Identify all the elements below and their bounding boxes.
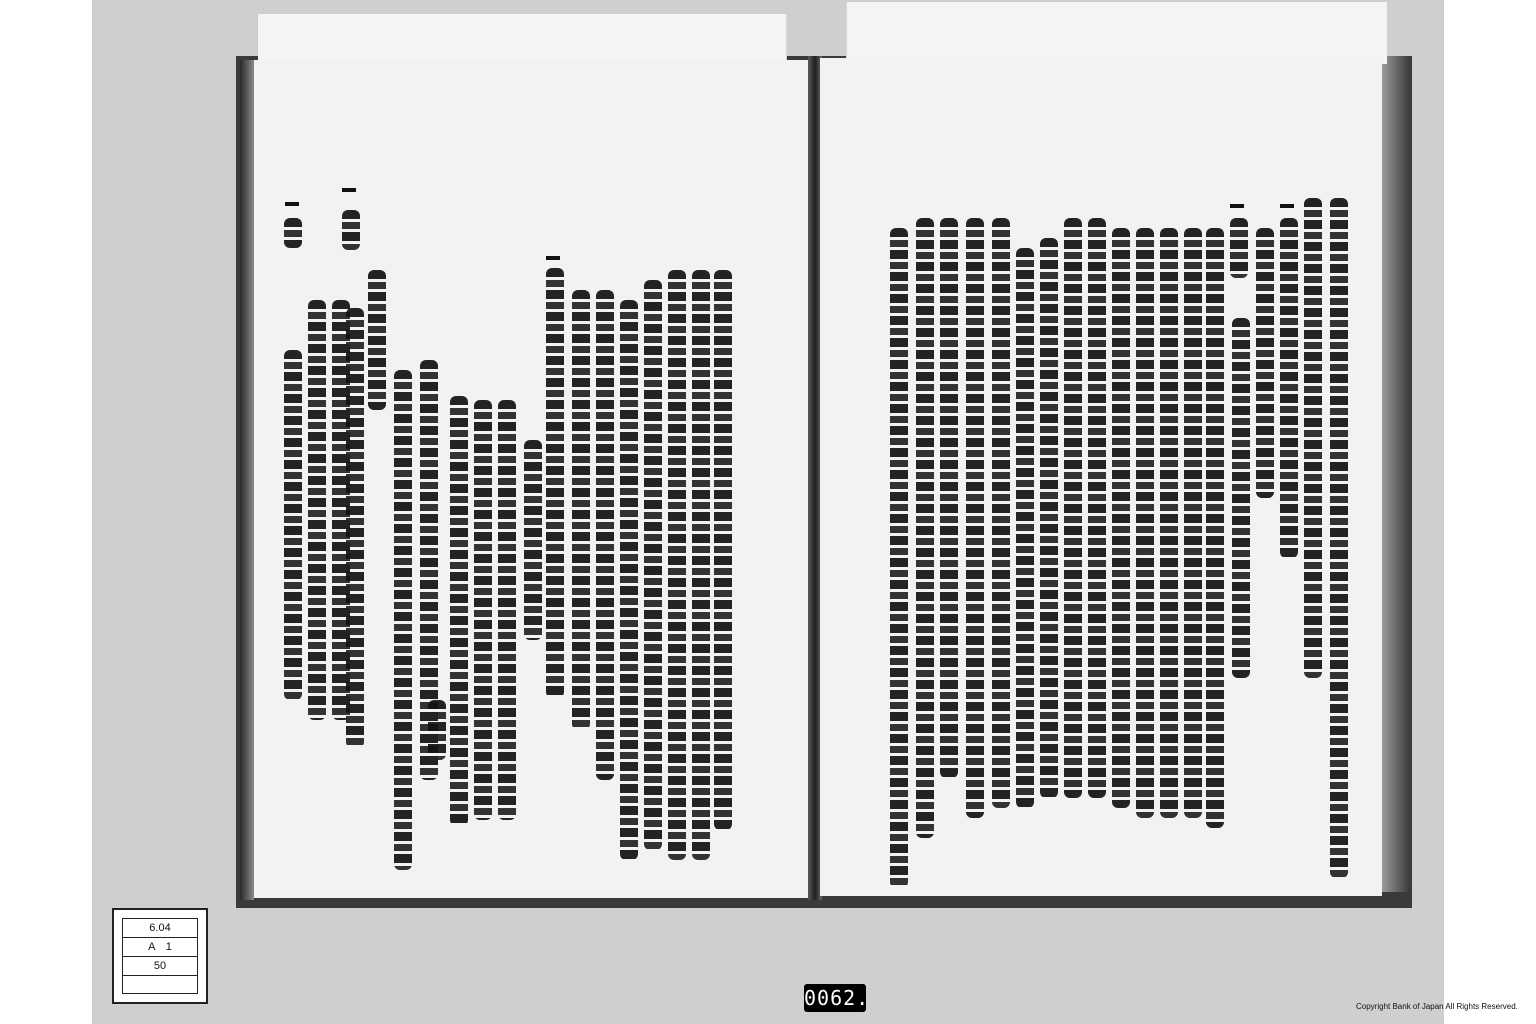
frame-number: 0062. — [804, 986, 870, 1010]
label-line-4 — [123, 976, 197, 994]
label-line-1: 6.04 — [123, 919, 197, 938]
label-line-2: A 1 — [123, 938, 197, 957]
right-page — [820, 58, 1382, 896]
copyright-notice: Copyright Bank of Japan All Rights Reserved. — [1356, 1002, 1518, 1011]
book-edge-right — [1382, 56, 1410, 892]
paper-flap-left — [258, 14, 787, 66]
bullet-mark — [1230, 204, 1244, 208]
label-line-3: 50 — [123, 957, 197, 976]
bullet-mark — [1280, 204, 1294, 208]
book-edge-left — [240, 60, 254, 900]
left-page — [254, 60, 810, 898]
catalog-label — [112, 908, 208, 1004]
bullet-mark — [546, 256, 560, 260]
paper-flap-right — [846, 2, 1387, 64]
bullet-mark — [285, 202, 299, 206]
bullet-mark — [342, 188, 356, 192]
